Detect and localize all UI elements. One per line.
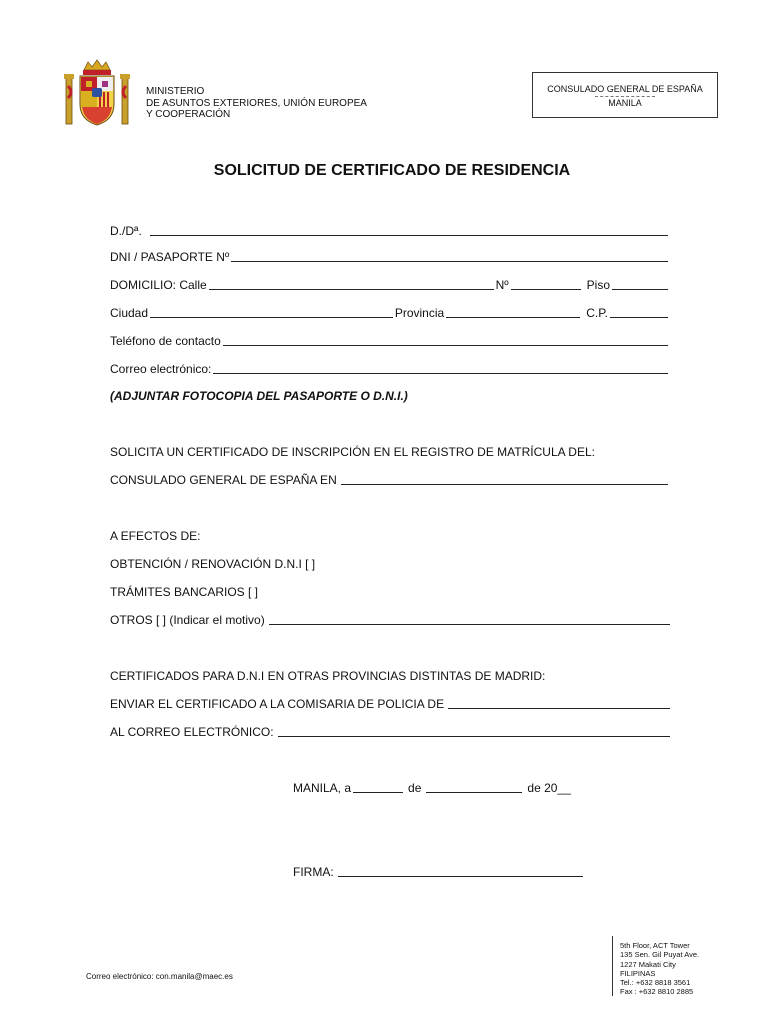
telefono-label: Teléfono de contacto: [110, 334, 221, 348]
piso-label: Piso: [586, 278, 610, 292]
telefono-field[interactable]: [223, 344, 668, 346]
footer-email: Correo electrónico: con.manila@maec.es: [86, 972, 233, 981]
domicilio-label: DOMICILIO: Calle: [110, 278, 207, 292]
consulate-line-1: CONSULADO GENERAL DE ESPAÑA: [547, 84, 703, 94]
comisaria-row: [110, 697, 672, 711]
footer-address: [620, 941, 699, 997]
piso-field[interactable]: [612, 288, 668, 290]
calle-field[interactable]: [209, 288, 494, 290]
ministry-line-3: Y COOPERACIÓN: [146, 109, 231, 120]
provincia-label: Provincia: [394, 306, 445, 320]
dni-label: DNI / PASAPORTE Nº: [110, 250, 230, 264]
address-line: Tel.: +632 8818 3561: [620, 978, 691, 988]
telefono-row: [110, 334, 670, 348]
request-line-1: SOLICITA UN CERTIFICADO DE INSCRIPCIÓN EN EL REGISTRO DE MATRÍCULA DEL:: [110, 445, 595, 459]
firma-label: FIRMA:: [293, 865, 334, 879]
address-line: FILIPINAS: [620, 968, 656, 978]
prov-correo-label: AL CORREO ELECTRÓNICO:: [110, 725, 274, 739]
page-title: SOLICITUD DE CERTIFICADO DE RESIDENCIA: [213, 162, 571, 179]
date-month-field[interactable]: [426, 791, 522, 793]
ciudad-label: Ciudad: [110, 306, 149, 320]
footer-divider: [612, 936, 613, 996]
firma-field[interactable]: [338, 875, 583, 877]
cp-label: C.P.: [586, 306, 608, 320]
consulate-divider: [595, 96, 655, 97]
comisaria-label: ENVIAR EL CERTIFICADO A LA COMISARIA DE POLICIA DE: [110, 697, 445, 711]
firma-row: [293, 865, 585, 879]
date-de-1: de: [408, 781, 422, 795]
dni-field[interactable]: [231, 260, 668, 262]
ministry-line-1: MINISTERIO: [146, 86, 205, 97]
address-line: Fax : +632 8810 2885: [620, 987, 694, 997]
name-row: [110, 224, 670, 238]
correo-label: Correo electrónico:: [110, 362, 212, 376]
purpose-otros-checkbox[interactable]: OTROS [ ] (Indicar el motivo): [110, 613, 265, 627]
dni-row: [110, 250, 670, 264]
purpose-dni-checkbox[interactable]: OBTENCIÓN / RENOVACIÓN D.N.I [ ]: [110, 557, 316, 571]
attachment-note: (ADJUNTAR FOTOCOPIA DEL PASAPORTE O D.N.I.): [110, 389, 408, 403]
date-de-2: de 20__: [527, 781, 571, 795]
correo-row: [110, 362, 670, 376]
consulado-row: [110, 473, 670, 487]
address-line: 1227 Makati City: [620, 959, 676, 969]
name-label: D./Dª.: [110, 224, 142, 238]
domicilio-row: [110, 278, 670, 292]
consulate-box: [532, 72, 718, 118]
otros-row: [110, 613, 672, 627]
coat-of-arms-icon: [64, 58, 130, 128]
address-line: 5th Floor, ACT Tower: [620, 941, 690, 950]
numero-field[interactable]: [511, 288, 581, 290]
comisaria-field[interactable]: [448, 707, 670, 709]
date-city: MANILA, a: [293, 781, 352, 795]
provinces-heading: CERTIFICADOS PARA D.N.I EN OTRAS PROVINCIAS DISTINTAS DE MADRID:: [110, 669, 546, 683]
address-line: 135 Sen. Gil Puyat Ave.: [620, 950, 700, 960]
ciudad-row: [110, 306, 670, 320]
purpose-bancarios-checkbox[interactable]: TRÁMITES BANCARIOS [ ]: [110, 585, 259, 599]
provincia-field[interactable]: [446, 316, 580, 318]
cp-field[interactable]: [610, 316, 668, 318]
name-field[interactable]: [150, 234, 668, 236]
ministry-name: [146, 86, 367, 121]
consulate-line-2: MANILA: [608, 98, 642, 108]
ciudad-field[interactable]: [150, 316, 393, 318]
prov-correo-field[interactable]: [278, 735, 670, 737]
numero-label: Nº: [495, 278, 509, 292]
consulado-field[interactable]: [341, 483, 668, 485]
prov-correo-row: [110, 725, 672, 739]
date-row: [293, 781, 593, 795]
ministry-line-2: DE ASUNTOS EXTERIORES, UNIÓN EUROPEA: [146, 97, 367, 109]
date-day-field[interactable]: [353, 791, 403, 793]
correo-field[interactable]: [213, 372, 668, 374]
otros-motivo-field[interactable]: [269, 623, 670, 625]
consulado-label: CONSULADO GENERAL DE ESPAÑA EN: [110, 473, 337, 487]
purposes-heading: A EFECTOS DE:: [110, 529, 201, 543]
